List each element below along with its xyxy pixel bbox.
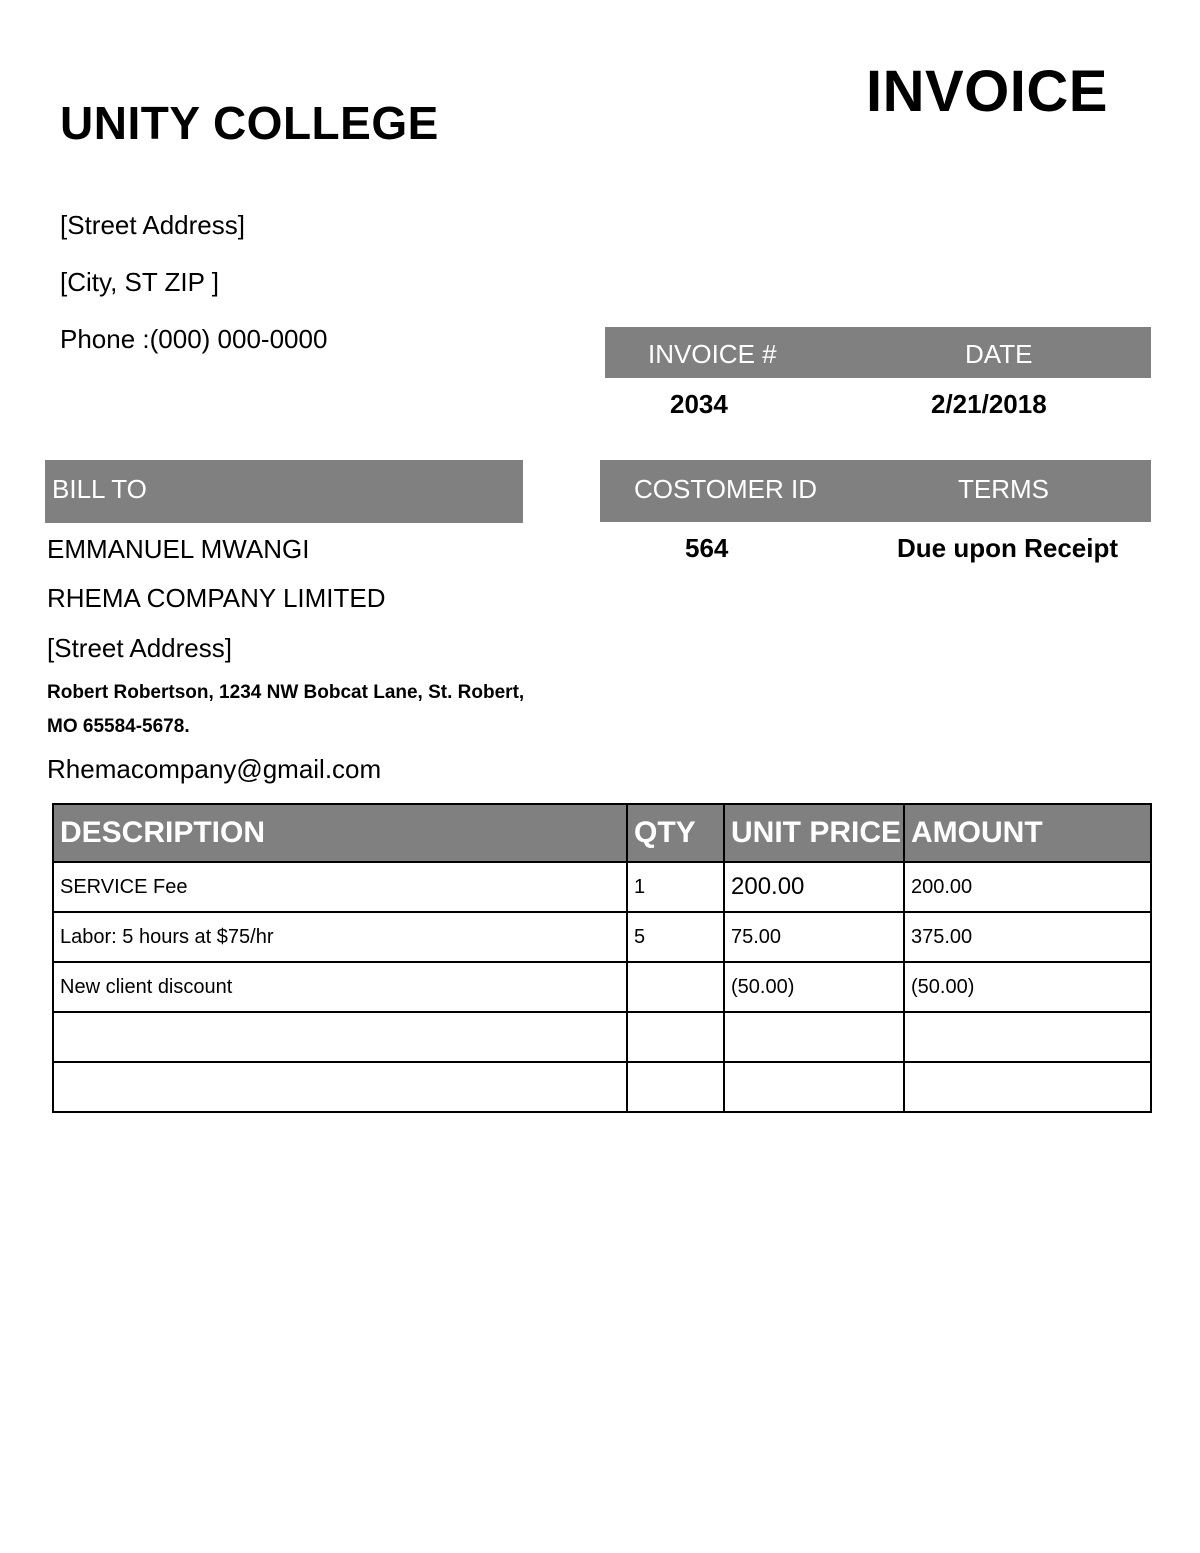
line-items-table [52,803,1152,1113]
item-qty: 1 [627,862,724,912]
bill-to-name: EMMANUEL MWANGI [47,534,310,564]
column-header-description: DESCRIPTION [53,804,627,862]
item-qty [627,962,724,1012]
bill-to-address-line1: Robert Robertson, 1234 NW Bobcat Lane, St. Robert, [47,682,525,703]
customer-id-label: COSTOMER ID [634,474,817,504]
item-amount: (50.00) [904,962,1151,1012]
table-row [53,862,1151,912]
company-phone: Phone :(000) 000-0000 [60,324,328,354]
invoice-date-header-bar [605,327,1151,378]
bill-to-label: BILL TO [52,474,147,504]
table-header-row [53,804,1151,862]
item-description: SERVICE Fee [53,862,627,912]
item-unit-price [724,1012,904,1062]
company-city: [City, ST ZIP ] [60,267,219,297]
item-qty [627,1062,724,1112]
bill-to-header-bar [45,460,523,523]
bill-to-email: Rhemacompany@gmail.com [47,754,382,784]
table-row [53,912,1151,962]
item-qty: 5 [627,912,724,962]
date-value: 2/21/2018 [931,389,1047,419]
bill-to-company: RHEMA COMPANY LIMITED [47,583,386,613]
terms-value: Due upon Receipt [897,533,1119,563]
item-unit-price: (50.00) [724,962,904,1012]
item-amount: 200.00 [904,862,1151,912]
date-label: DATE [965,339,1033,369]
customer-terms-header-bar [600,460,1151,522]
invoice-number-value: 2034 [670,389,728,419]
company-name: UNITY COLLEGE [60,97,439,149]
customer-id-value: 564 [685,533,729,563]
invoice-number-label: INVOICE # [648,339,777,369]
document-title: INVOICE [866,59,1108,124]
terms-label: TERMS [958,474,1049,504]
item-description [53,1012,627,1062]
column-header-qty: QTY [627,804,724,862]
item-unit-price: 200.00 [724,862,904,912]
item-description: Labor: 5 hours at $75/hr [53,912,627,962]
bill-to-address-line2: MO 65584-5678. [47,716,190,737]
company-street: [Street Address] [60,210,245,240]
item-qty [627,1012,724,1062]
item-description [53,1062,627,1112]
item-amount: 375.00 [904,912,1151,962]
item-unit-price: 75.00 [724,912,904,962]
column-header-amount: AMOUNT [904,804,1151,862]
item-amount [904,1012,1151,1062]
item-amount [904,1062,1151,1112]
item-description: New client discount [53,962,627,1012]
item-unit-price [724,1062,904,1112]
column-header-unit-price: UNIT PRICE [724,804,904,862]
table-row [53,1012,1151,1062]
table-row [53,962,1151,1012]
bill-to-street: [Street Address] [47,633,232,663]
table-row [53,1062,1151,1112]
